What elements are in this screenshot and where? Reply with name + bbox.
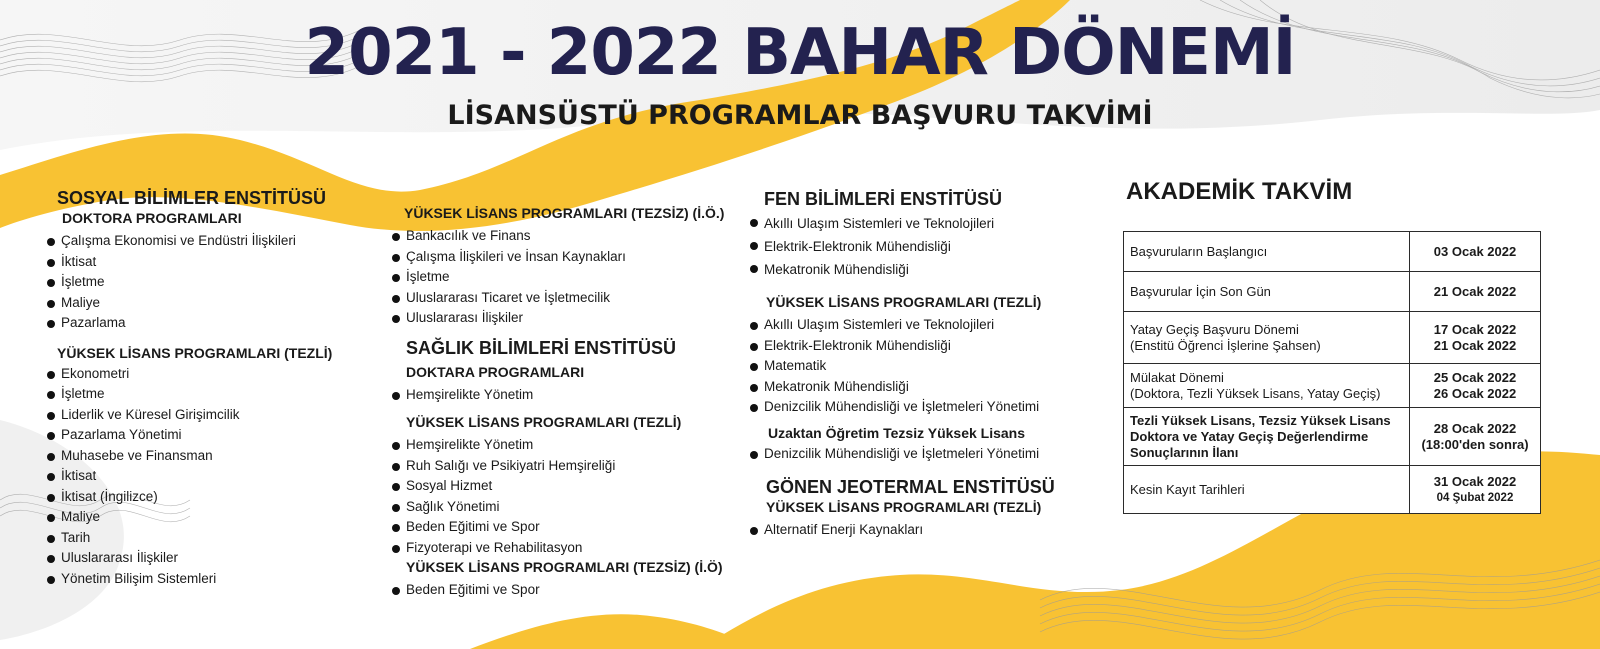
saglik-doktora-list: [392, 385, 724, 406]
calendar-row-date: [1410, 312, 1541, 364]
list-item: İşletme: [47, 272, 332, 293]
list-item: Uluslararası Ticaret ve İşletmecilik: [392, 288, 724, 309]
saglik-title: SAĞLIK BİLİMLERİ ENSTİTÜSÜ: [406, 337, 676, 358]
date-line: 25 Ocak 2022: [1433, 369, 1517, 385]
calendar-row-label: [1124, 364, 1410, 408]
gonen-yl-tezli-list: [750, 520, 1055, 541]
calendar-title: AKADEMİK TAKVİM: [1126, 178, 1353, 205]
gonen-title: GÖNEN JEOTERMAL ENSTİTÜSÜ: [766, 477, 1055, 497]
label-line: (Doktora, Tezli Yüksek Lisans, Yatay Geçiş): [1130, 385, 1381, 401]
calendar-row-date: [1410, 408, 1541, 466]
fen-uzaktan-list: [750, 444, 1055, 465]
list-item: Akıllı Ulaşım Sistemleri ve Teknolojileri: [750, 212, 1055, 235]
calendar-row-date: [1410, 364, 1541, 408]
fen-uzaktan-title: Uzaktan Öğretim Tezsiz Yüksek Lisans: [768, 424, 1026, 441]
saglik-yl-tezli-title: YÜKSEK LİSANS PROGRAMLARI (TEZLİ): [406, 414, 682, 430]
table-row: [1124, 466, 1541, 514]
list-item: Uluslararası İlişkiler: [392, 308, 724, 329]
list-item: Alternatif Enerji Kaynakları: [750, 520, 1055, 541]
column-three: [750, 188, 1055, 541]
list-item: Sağlık Yönetimi: [392, 497, 724, 518]
list-item: Elektrik-Elektronik Mühendisliği: [750, 235, 1055, 258]
list-item: Maliye: [47, 507, 332, 528]
sosyal-yl-tezli-title: YÜKSEK LİSANS PROGRAMLARI (TEZLİ): [57, 344, 333, 361]
date-line: 03 Ocak 2022: [1433, 243, 1517, 259]
date-line: 17 Ocak 2022: [1433, 321, 1517, 337]
label-line: Yatay Geçiş Başvuru Dönemi: [1130, 321, 1299, 337]
list-item: Matematik: [750, 356, 1055, 377]
list-item: Beden Eğitimi ve Spor: [392, 580, 724, 601]
calendar-row-label: [1124, 466, 1410, 514]
calendar-row-label: [1124, 232, 1410, 272]
calendar-table: [1123, 231, 1541, 514]
fen-title: FEN BİLİMLERİ ENSTİTÜSÜ: [764, 189, 1002, 209]
fen-yl-tezli-title: YÜKSEK LİSANS PROGRAMLARI (TEZLİ): [766, 294, 1042, 310]
sosyal-yl-tezsiz-title: YÜKSEK LİSANS PROGRAMLARI (TEZSİZ) (İ.Ö.): [404, 205, 725, 221]
label-line: Sonuçlarının İlanı: [1130, 444, 1239, 460]
gonen-yl-tezli-title: YÜKSEK LİSANS PROGRAMLARI (TEZLİ): [766, 499, 1042, 515]
list-item: Denizcilik Mühendisliği ve İşletmeleri Yönetimi: [750, 397, 1055, 418]
list-item: Fizyoterapi ve Rehabilitasyon: [392, 538, 724, 559]
list-item: Uluslararası İlişkiler: [47, 548, 332, 569]
calendar-row-label: [1124, 408, 1410, 466]
label-line: Mülakat Dönemi: [1130, 369, 1224, 385]
list-item: Çalışma Ekonomisi ve Endüstri İlişkileri: [47, 231, 332, 252]
label-line: Tezli Yüksek Lisans, Tezsiz Yüksek Lisans: [1130, 412, 1391, 428]
date-line: 21 Ocak 2022: [1433, 337, 1517, 353]
date-line: (18:00'den sonra): [1421, 436, 1529, 452]
table-row: [1124, 272, 1541, 312]
sosyal-doktora-list: [47, 231, 332, 334]
label-line: (Enstitü Öğrenci İşlerine Şahsen): [1130, 337, 1321, 353]
calendar-row-date: [1410, 232, 1541, 272]
label-line: Başvurular İçin Son Gün: [1130, 283, 1271, 299]
list-item: Bankacılık ve Finans: [392, 226, 724, 247]
date-line: 31 Ocak 2022: [1433, 473, 1517, 489]
list-item: İktisat: [47, 466, 332, 487]
list-item: Yönetim Bilişim Sistemleri: [47, 569, 332, 590]
fen-doktora-list: [750, 212, 1055, 281]
list-item: Liderlik ve Küresel Girişimcilik: [47, 405, 332, 426]
list-item: Çalışma İlişkileri ve İnsan Kaynakları: [392, 247, 724, 268]
list-item: Maliye: [47, 293, 332, 314]
saglik-yl-tezsiz-title: YÜKSEK LİSANS PROGRAMLARI (TEZSİZ) (İ.Ö): [406, 559, 723, 575]
list-item: Pazarlama: [47, 313, 332, 334]
list-item: Denizcilik Mühendisliği ve İşletmeleri Yönetimi: [750, 444, 1055, 465]
calendar-row-label: [1124, 312, 1410, 364]
sosyal-yl-tezsiz-list: [392, 226, 724, 329]
list-item: Akıllı Ulaşım Sistemleri ve Teknolojileri: [750, 315, 1055, 336]
list-item: İktisat (İngilizce): [47, 487, 332, 508]
calendar-row-label: [1124, 272, 1410, 312]
list-item: Hemşirelikte Yönetim: [392, 435, 724, 456]
column-two: [392, 204, 724, 601]
table-row: [1124, 232, 1541, 272]
list-item: İşletme: [47, 384, 332, 405]
label-line: Kesin Kayıt Tarihleri: [1130, 481, 1245, 497]
list-item: İşletme: [392, 267, 724, 288]
date-line: 28 Ocak 2022: [1433, 420, 1517, 436]
saglik-yl-tezli-list: [392, 435, 724, 558]
sosyal-yl-tezli-list: [47, 364, 332, 590]
list-item: Hemşirelikte Yönetim: [392, 385, 724, 406]
table-row: [1124, 364, 1541, 408]
date-line: 04 Şubat 2022: [1436, 491, 1514, 504]
list-item: Beden Eğitimi ve Spor: [392, 517, 724, 538]
list-item: Mekatronik Mühendisliği: [750, 258, 1055, 281]
list-item: Ruh Salığı ve Psikiyatri Hemşireliği: [392, 456, 724, 477]
calendar-row-date: [1410, 272, 1541, 312]
list-item: Sosyal Hizmet: [392, 476, 724, 497]
page-subtitle: LİSANSÜSTÜ PROGRAMLAR BAŞVURU TAKVİMİ: [447, 100, 1153, 131]
date-line: 26 Ocak 2022: [1433, 385, 1517, 401]
sosyal-doktora-title: DOKTORA PROGRAMLARI: [62, 210, 242, 226]
saglik-yl-tezsiz-list: [392, 580, 724, 601]
list-item: Muhasebe ve Finansman: [47, 446, 332, 467]
sosyal-bilimler-section: [57, 187, 332, 589]
sosyal-title: SOSYAL BİLİMLER ENSTİTÜSÜ: [57, 188, 327, 208]
list-item: İktisat: [47, 252, 332, 273]
page-title: 2021 - 2022 BAHAR DÖNEMİ: [304, 16, 1296, 90]
list-item: Elektrik-Elektronik Mühendisliği: [750, 336, 1055, 357]
list-item: Pazarlama Yönetimi: [47, 425, 332, 446]
date-line: 21 Ocak 2022: [1433, 283, 1517, 299]
list-item: Tarih: [47, 528, 332, 549]
calendar-row-date: [1410, 466, 1541, 514]
saglik-doktora-title: DOKTARA PROGRAMLARI: [406, 363, 585, 380]
table-row: [1124, 312, 1541, 364]
list-item: Ekonometri: [47, 364, 332, 385]
list-item: Mekatronik Mühendisliği: [750, 377, 1055, 398]
label-line: Doktora ve Yatay Geçiş Değerlendirme: [1130, 428, 1369, 444]
table-row: [1124, 408, 1541, 466]
label-line: Başvuruların Başlangıcı: [1130, 243, 1268, 259]
fen-yl-tezli-list: [750, 315, 1055, 418]
